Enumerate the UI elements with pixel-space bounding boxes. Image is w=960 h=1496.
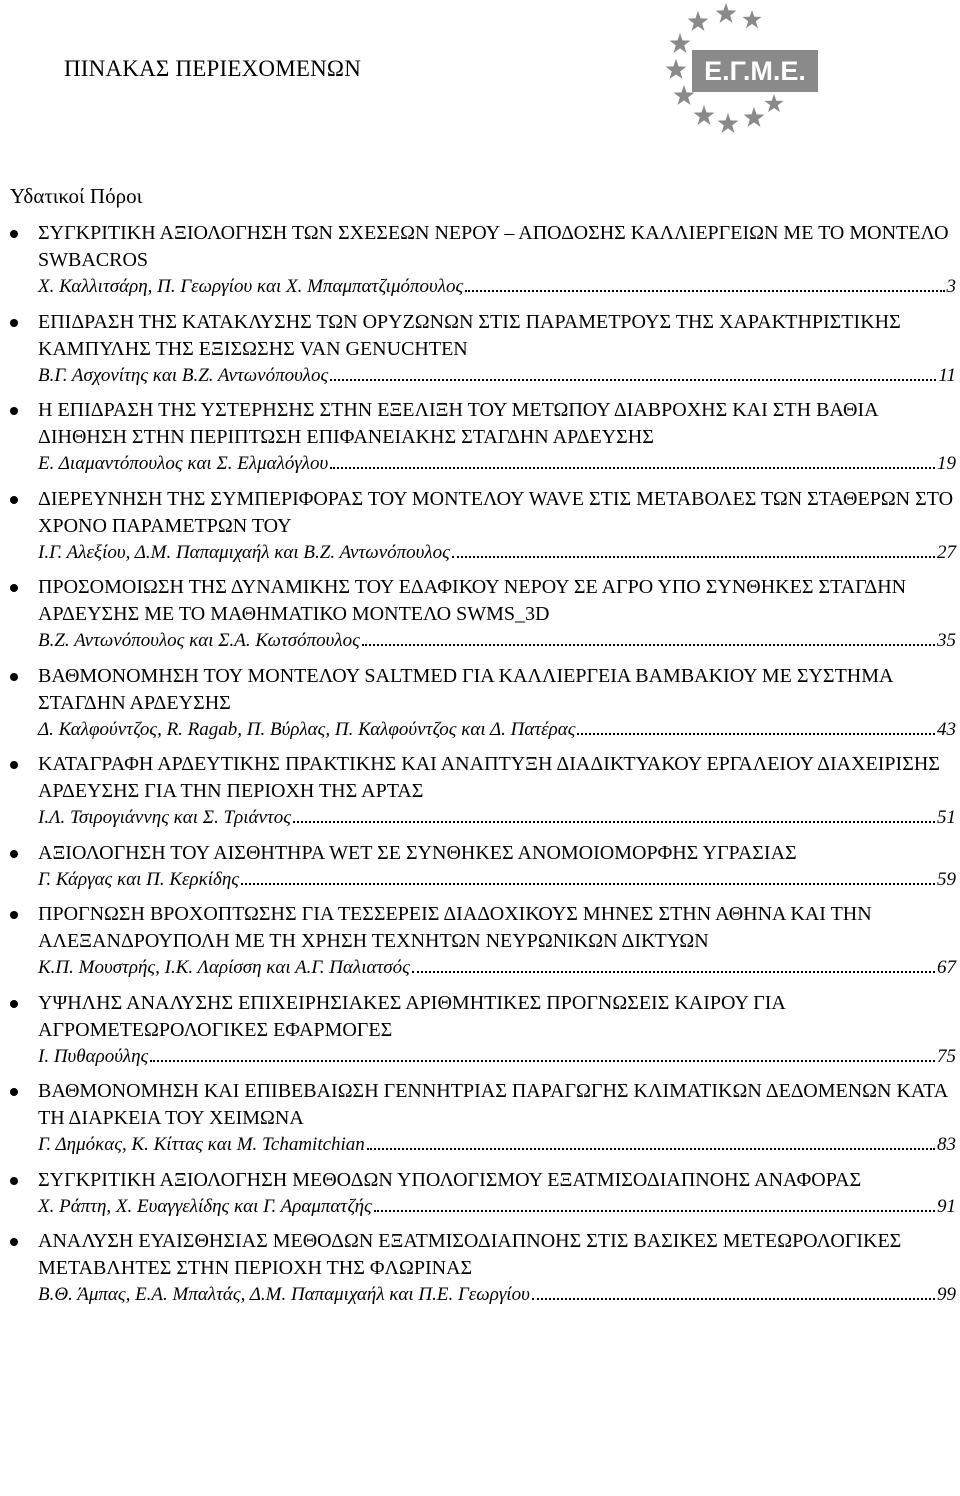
toc-entry[interactable] [0,901,960,980]
page-title: ΠΙΝΑΚΑΣ ΠΕΡΙΕΧΟΜΕΝΩΝ [64,56,362,81]
entry-title: ΠΡΟΣΟΜΟΙΩΣΗ ΤΗΣ ΔΥΝΑΜΙΚΗΣ ΤΟΥ ΕΔΑΦΙΚΟΥ ΝΕΡΟΥ ΣΕ ΑΓΡΟ ΥΠΟ ΣΥΝΘΗΚΕΣ ΣΤΑΓΔΗΝ ΑΡΔΕΥΣΗΣ ΜΕ ΤΟ ΜΑΘΗΜΑΤΙΚΟ ΜΟΝΤΕΛΟ SWMS_3D [38,576,907,625]
entry-authors: Γ. Κάργας και Π. Κερκίδης [38,868,240,890]
entry-authors: Ε. Διαμαντόπουλος και Σ. Ελμαλόγλου [38,453,329,474]
bullet-icon [10,1088,18,1096]
entry-page-number: 51 [937,807,956,828]
entry-title: ΚΑΤΑΓΡΑΦΗ ΑΡΔΕΥΤΙΚΗΣ ΠΡΑΚΤΙΚΗΣ ΚΑΙ ΑΝΑΠΤΥΞΗ ΔΙΑΔΙΚΤΥΑΚΟΥ ΕΡΓΑΛΕΙΟΥ ΔΙΑΧΕΙΡΙΣΗΣ ΑΡΔΕΥΣΗΣ ΓΙΑ ΤΗΝ ΠΕΡΙΟΧΗ ΤΗΣ ΑΡΤΑΣ [38,753,940,802]
entry-page-number: 59 [937,868,956,890]
entry-title: ΒΑΘΜΟΝΟΜΗΣΗ ΚΑΙ ΕΠΙΒΕΒΑΙΩΣΗ ΓΕΝΝΗΤΡΙΑΣ ΠΑΡΑΓΩΓΗΣ ΚΛΙΜΑΤΙΚΩΝ ΔΕΔΟΜΕΝΩΝ ΚΑΤΑ ΤΗ ΔΙΑΡΚΕΙΑ ΤΟΥ ΧΕΙΜΩΝΑ [38,1080,948,1129]
bullet-icon [10,584,18,592]
dot-leader [577,733,935,735]
entry-authors-line [38,1133,956,1157]
entry-authors: Β.Γ. Ασχονίτης και Β.Ζ. Αντωνόπουλος [38,364,329,386]
entry-title: ΔΙΕΡΕΥΝΗΣΗ ΤΗΣ ΣΥΜΠΕΡΙΦΟΡΑΣ ΤΟΥ ΜΟΝΤΕΛΟΥ WAVE ΣΤΙΣ ΜΕΤΑΒΟΛΕΣ ΤΩΝ ΣΤΑΘΕΡΩΝ ΣΤΟ ΧΡΟΝΟ ΠΑΡΑΜΕΤΡΩΝ ΤΟΥ [38,487,954,537]
entry-authors-line [38,275,956,299]
bullet-icon [10,1000,18,1008]
egme-logo [628,0,828,140]
dot-leader [532,1298,935,1300]
entry-page-number: 99 [937,1284,956,1305]
dot-leader [293,821,935,823]
entry-title: ΑΞΙΟΛΟΓΗΣΗ ΤΟΥ ΑΙΣΘΗΤΗΡΑ WET ΣΕ ΣΥΝΘΗΚΕΣ ΑΝΟΜΟΙΟΜΟΡΦΗΣ ΥΓΡΑΣΙΑΣ [38,841,797,864]
logo-text: Ε.Γ.Μ.Ε. [704,56,806,86]
bullet-icon [10,673,18,681]
entry-title: ΕΠΙΔΡΑΣΗ ΤΗΣ ΚΑΤΑΚΛΥΣΗΣ ΤΩΝ ΟΡΥΖΩΝΩΝ ΣΤΙΣ ΠΑΡΑΜΕΤΡΟΥΣ ΤΗΣ ΧΑΡΑΚΤΗΡΙΣΤΙΚΗΣ ΚΑΜΠΥΛΗΣ ΤΗΣ ΕΞΙΣΩΣΗΣ VAN GENUCHTEN [38,310,901,360]
entry-authors-line [38,629,956,653]
dot-leader [374,1210,935,1212]
entry-authors-line [38,1045,956,1069]
toc-entry[interactable] [0,309,960,388]
entry-authors: Δ. Καλφούντζος, R. Ragab, Π. Βύρλας, Π. Καλφούντζος και Δ. Πατέρας [38,718,576,740]
toc-entry[interactable] [0,663,960,742]
entry-authors: Ι.Γ. Αλεξίου, Δ.Μ. Παπαμιχαήλ και Β.Ζ. Αντωνόπουλος [38,541,450,563]
entry-authors-line [38,868,956,892]
bullet-icon [10,911,18,919]
dot-leader [150,1060,935,1062]
toc-entry[interactable] [0,486,960,565]
bullet-icon [10,850,18,858]
toc-entry[interactable] [0,990,960,1069]
entry-authors-line [38,718,956,742]
entry-title: ΑΝΑΛΥΣΗ ΕΥΑΙΣΘΗΣΙΑΣ ΜΕΘΟΔΩΝ ΕΞΑΤΜΙΣΟΔΙΑΠΝΟΗΣ ΣΤΙΣ ΒΑΣΙΚΕΣ ΜΕΤΕΩΡΟΛΟΓΙΚΕΣ ΜΕΤΑΒΛΗΤΕΣ ΣΤΗΝ ΠΕΡΙΟΧΗ ΤΗΣ ΦΛΩΡΙΝΑΣ [38,1230,902,1279]
entry-authors-line [38,364,956,388]
entry-authors-line [38,1283,956,1307]
toc-entry[interactable] [0,840,960,892]
toc-entry[interactable] [0,397,960,476]
section-title: Υδατικοί Πόροι [10,184,143,208]
entry-page-number: 35 [937,630,956,651]
entry-authors-line [38,956,956,980]
toc-entry[interactable] [0,1228,960,1307]
toc-entry[interactable] [0,1167,960,1219]
entry-authors: Χ. Ράπτη, Χ. Ευαγγελίδης και Γ. Αραμπατζής [38,1195,372,1217]
entry-authors: Β.Θ. Άμπας, Ε.Α. Μπαλτάς, Δ.Μ. Παπαμιχαήλ και Π.Ε. Γεωργίου [38,1284,530,1305]
toc-entry[interactable] [0,1078,960,1157]
entry-authors: Χ. Καλλιτσάρη, Π. Γεωργίου και Χ. Μπαμπατζιμόπουλος [38,276,464,297]
toc-entry[interactable] [0,574,960,653]
entry-page-number: 67 [937,957,956,978]
entry-title: ΠΡΟΓΝΩΣΗ ΒΡΟΧΟΠΤΩΣΗΣ ΓΙΑ ΤΕΣΣΕΡΕΙΣ ΔΙΑΔΟΧΙΚΟΥΣ ΜΗΝΕΣ ΣΤΗΝ ΑΘΗΝΑ ΚΑΙ ΤΗΝ ΑΛΕΞΑΝΔΡΟΥΠΟΛΗ ΜΕ ΤΗ ΧΡΗΣΗ ΤΕΧΝΗΤΩΝ ΝΕΥΡΩΝΙΚΩΝ ΔΙΚΤΥΩΝ [38,903,872,952]
entry-page-number: 83 [937,1134,956,1155]
entry-page-number: 19 [937,453,956,474]
dot-leader [367,1148,935,1150]
entry-authors: Ι.Λ. Τσιρογιάννης και Σ. Τριάντος [38,807,291,828]
entry-page-number: 91 [937,1195,956,1217]
entry-title: ΣΥΓΚΡΙΤΙΚΗ ΑΞΙΟΛΟΓΗΣΗ ΜΕΘΟΔΩΝ ΥΠΟΛΟΓΙΣΜΟΥ ΕΞΑΤΜΙΣΟΔΙΑΠΝΟΗΣ ΑΝΑΦΟΡΑΣ [38,1168,862,1191]
dot-leader [241,883,935,885]
bullet-icon [10,1177,18,1185]
bullet-icon [10,496,18,504]
dot-leader [330,379,936,381]
dot-leader [465,290,944,292]
entry-page-number: 11 [938,364,956,386]
bullet-icon [10,407,18,415]
entry-page-number: 75 [937,1045,956,1067]
entry-title: ΥΨΗΛΗΣ ΑΝΑΛΥΣΗΣ ΕΠΙΧΕΙΡΗΣΙΑΚΕΣ ΑΡΙΘΜΗΤΙΚΕΣ ΠΡΟΓΝΩΣΕΙΣ ΚΑΙΡΟΥ ΓΙΑ ΑΓΡΟΜΕΤΕΩΡΟΛΟΓΙΚΕΣ ΕΦΑΡΜΟΓΕΣ [38,991,785,1041]
entry-page-number: 27 [937,541,956,563]
toc-entry[interactable] [0,751,960,830]
entry-title: ΒΑΘΜΟΝΟΜΗΣΗ ΤΟΥ ΜΟΝΤΕΛΟΥ SALTMED ΓΙΑ ΚΑΛΛΙΕΡΓΕΙΑ ΒΑΜΒΑΚΙΟΥ ΜΕ ΣΥΣΤΗΜΑ ΣΤΑΓΔΗΝ ΑΡΔΕΥΣΗΣ [38,664,893,714]
entry-page-number: 43 [937,718,956,740]
bullet-icon [10,319,18,327]
entry-authors: Κ.Π. Μουστρής, Ι.Κ. Λαρίσση και Α.Γ. Παλιατσός [38,957,410,978]
entry-authors: Β.Ζ. Αντωνόπουλος και Σ.Α. Κωτσόπουλος [38,630,360,651]
table-of-contents [0,220,960,1317]
entry-title: ΣΥΓΚΡΙΤΙΚΗ ΑΞΙΟΛΟΓΗΣΗ ΤΩΝ ΣΧΕΣΕΩΝ ΝΕΡΟΥ – ΑΠΟΔΟΣΗΣ ΚΑΛΛΙΕΡΓΕΙΩΝ ΜΕ ΤΟ ΜΟΝΤΕΛΟ SWBACROS [38,222,949,271]
entry-title: Η ΕΠΙΔΡΑΣΗ ΤΗΣ ΥΣΤΕΡΗΣΗΣ ΣΤΗΝ ΕΞΕΛΙΞΗ ΤΟΥ ΜΕΤΩΠΟΥ ΔΙΑΒΡΟΧΗΣ ΚΑΙ ΣΤΗ ΒΑΘΙΑ ΔΙΗΘΗΣΗ ΣΤΗΝ ΠΕΡΙΠΤΩΣΗ ΕΠΙΦΑΝΕΙΑΚΗΣ ΣΤΑΓΔΗΝ ΑΡΔΕΥΣΗΣ [38,399,878,448]
dot-leader [330,467,935,469]
bullet-icon [10,1238,18,1246]
dot-leader [452,556,935,558]
entry-authors: Γ. Δημόκας, Κ. Κίττας και Μ. Tchamitchian [38,1134,365,1155]
toc-entry[interactable] [0,220,960,299]
entry-authors-line [38,806,956,830]
entry-authors-line [38,452,956,476]
entry-authors-line [38,541,956,565]
dot-leader [362,644,935,646]
entry-authors: Ι. Πυθαρούλης [38,1045,149,1067]
bullet-icon [10,761,18,769]
dot-leader [412,971,935,973]
bullet-icon [10,230,18,238]
entry-authors-line [38,1195,956,1219]
entry-page-number: 3 [946,276,956,297]
